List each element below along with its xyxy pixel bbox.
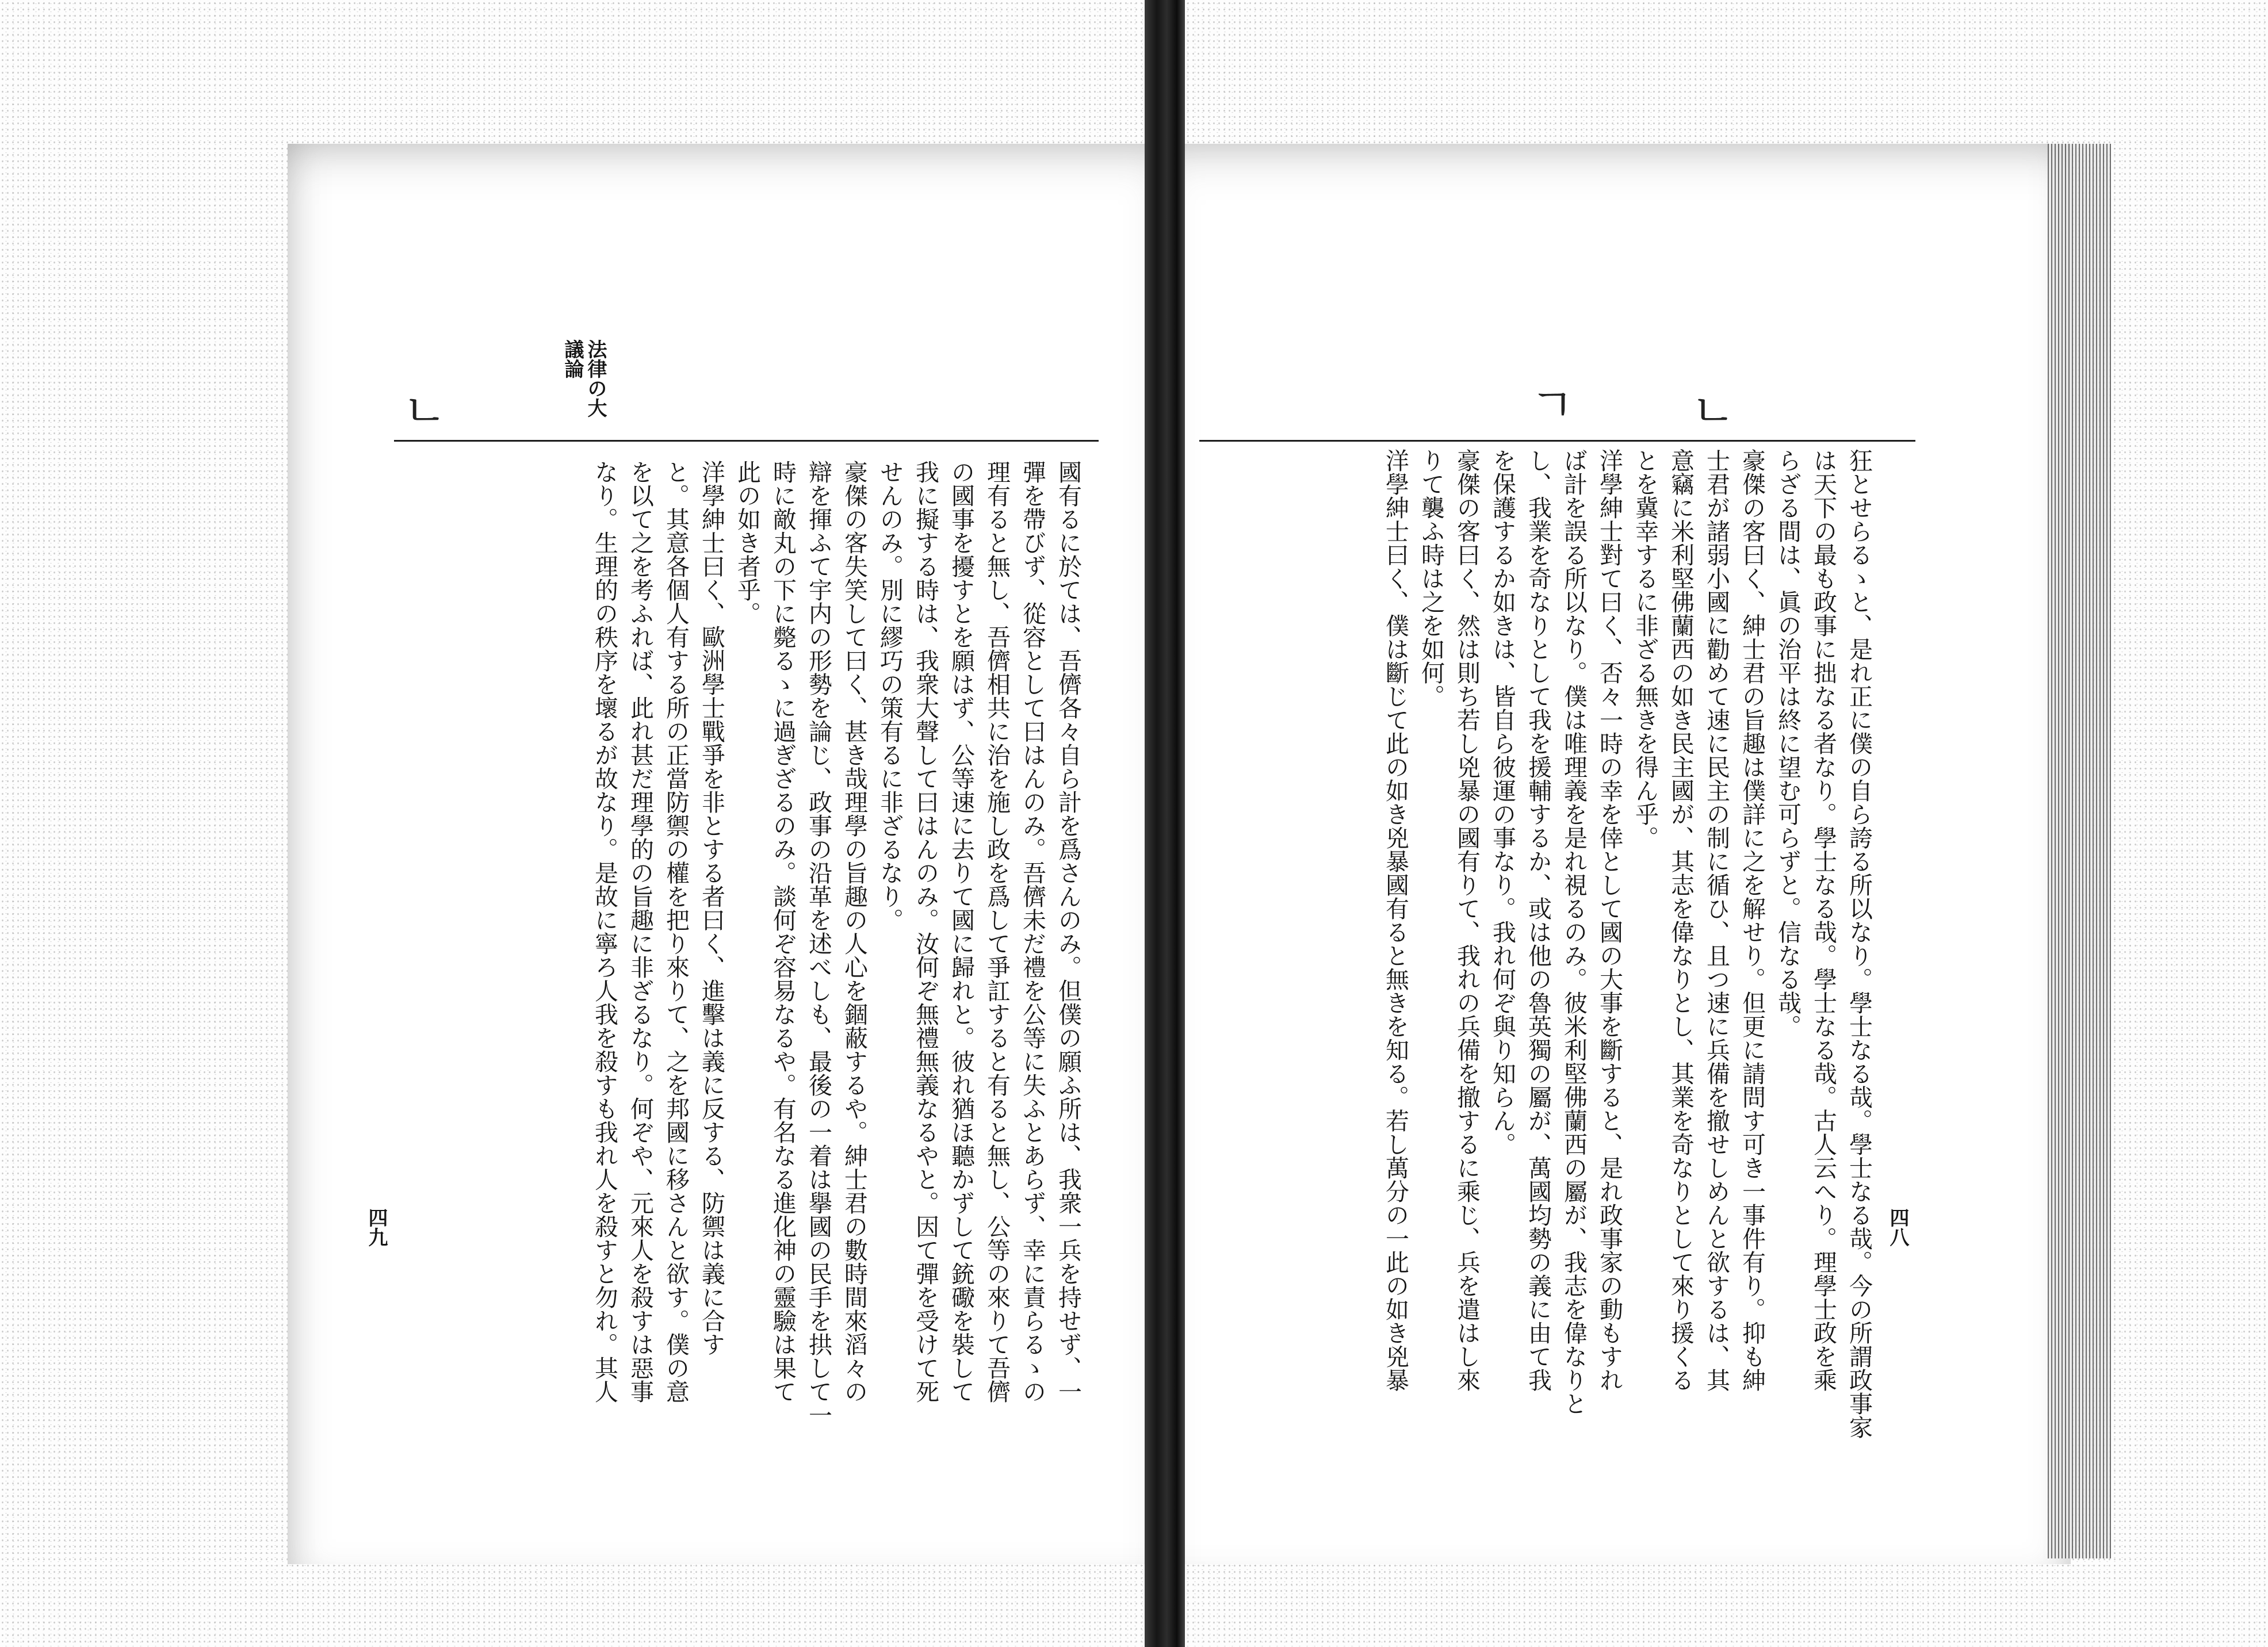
right-page-number: 四八 <box>1886 1208 1909 1247</box>
text-line: 豪傑の客曰く、紳士君の旨趣は僕詳に之を解せり。但更に請問す可き一事件有り。抑も紳 <box>1738 449 1766 1392</box>
running-title: 法律の大 議論 <box>561 339 607 418</box>
text-line: らざる間は、眞の治平は終に望む可らずと。信なる哉。 <box>1774 449 1802 1038</box>
right-page-text <box>1378 449 1877 1541</box>
pencil-mark: ㄱ <box>1530 378 1575 432</box>
text-line: を保護するか如きは、皆自ら彼運の事なり。我れ何ぞ與り知らん。 <box>1489 449 1516 1156</box>
text-line: の國事を擾すとを願はず、公等速に去りて國に歸れと。彼れ猶ほ聽かずして銃礮を裝して <box>947 460 975 1403</box>
pencil-mark: ㄴ <box>1691 384 1736 438</box>
text-line: 豪傑の客曰く、然は則ち若し兇暴の國有りて、我れの兵備を撤するに乘じ、兵を遣はし來 <box>1453 449 1481 1392</box>
text-line: 洋學紳士曰く、僕は斷じて此の如き兇暴國有ると無きを知る。若し萬分の一此の如き兇暴 <box>1382 449 1409 1392</box>
text-line: と。其意各個人有する所の正當防禦の權を把り來りて、之を邦國に移さんと欲す。僕の意 <box>662 460 690 1403</box>
pencil-mark: ㄴ <box>403 384 448 438</box>
left-header-rule <box>394 440 1099 442</box>
text-line: りて襲ふ時は之を如何。 <box>1417 449 1445 708</box>
text-line: 時に敵丸の下に斃るゝに過ぎざるのみ。談何ぞ容易なるや。有名なる進化神の靈驗は果て <box>769 460 797 1403</box>
left-page-number: 四九 <box>365 1208 388 1247</box>
text-line: ば計を誤る所以なり。僕は唯理義を是れ視るのみ。彼米利堅佛蘭西の屬が、我志を偉なりと <box>1560 449 1588 1415</box>
text-line: を以て之を考ふれば、此れ甚だ理學的の旨趣に非ざるなり。何ぞや、元來人を殺すは惡事 <box>626 460 654 1403</box>
text-line: せんのみ。別に繆巧の策有るに非ざるなり。 <box>876 460 904 932</box>
text-line: 狂とせらるゝと、是れ正に僕の自ら誇る所以なり。學士なる哉。學士なる哉。今の所謂政事家 <box>1845 449 1873 1439</box>
text-line: なり。生理的の秩序を壞るが故なり。是故に寧ろ人我を殺すも我れ人を殺すと勿れ。其人 <box>591 460 618 1403</box>
text-line: 士君が諸弱小國に勸めて速に民主の制に循ひ、且つ速に兵備を撤せしめんと欲するは、其 <box>1703 449 1730 1392</box>
text-line: 豪傑の客失笑して曰く、甚き哉理學の旨趣の人心を錮蔽するや。紳士君の數時間來滔々の <box>840 460 868 1403</box>
text-line: 國有るに於ては、吾儕各々自ら計を爲さんのみ。但僕の願ふ所は、我衆一兵を持せず、一 <box>1054 460 1082 1403</box>
text-line: し、我業を奇なりとして我を援輔するか、或は他の魯英獨の屬が、萬國均勢の義に由て我 <box>1524 449 1552 1392</box>
text-line: 洋學紳士曰く、歐洲學士戰爭を非とする者曰く、進擊は義に反する、防禦は義に合す <box>698 460 725 1356</box>
text-line: 此の如き者乎。 <box>733 460 761 625</box>
text-line: 彈を帶びず、從容として曰はんのみ。吾儕未だ禮を公等に失ふとあらず、幸に責らるゝの <box>1019 460 1046 1403</box>
text-line: 理有ると無し、吾儕相共に治を施し政を爲して爭訌すると有ると無し、公等の來りて吾儕 <box>983 460 1011 1403</box>
left-page-text <box>587 460 1086 1541</box>
text-line: 洋學紳士對て曰く、否々一時の幸を倖として國の大事を斷すると、是れ政事家の動もすれ <box>1596 449 1623 1392</box>
text-line: とを冀幸するに非ざる無きを得ん乎。 <box>1631 449 1659 849</box>
text-line: 我に擬する時は、我衆大聲して曰はんのみ。汝何ぞ無禮無義なるやと。因て彈を受けて死 <box>912 460 939 1403</box>
text-line: 意竊に米利堅佛蘭西の如き民主國が、其志を偉なりとし、其業を奇なりとして來り援くる <box>1667 449 1695 1392</box>
right-header-rule <box>1199 440 1915 442</box>
page-edges <box>2048 144 2111 1558</box>
text-line: は天下の最も政事に拙なる者なり。學士なる哉。學士なる哉。古人云へり。理學士政を乘 <box>1810 449 1837 1392</box>
text-line: 辯を揮ふて宇内の形勢を論じ、政事の沿革を述べしも、最後の一着は擧國の民手を拱して一 <box>805 460 832 1427</box>
book-spine <box>1145 0 1185 1647</box>
